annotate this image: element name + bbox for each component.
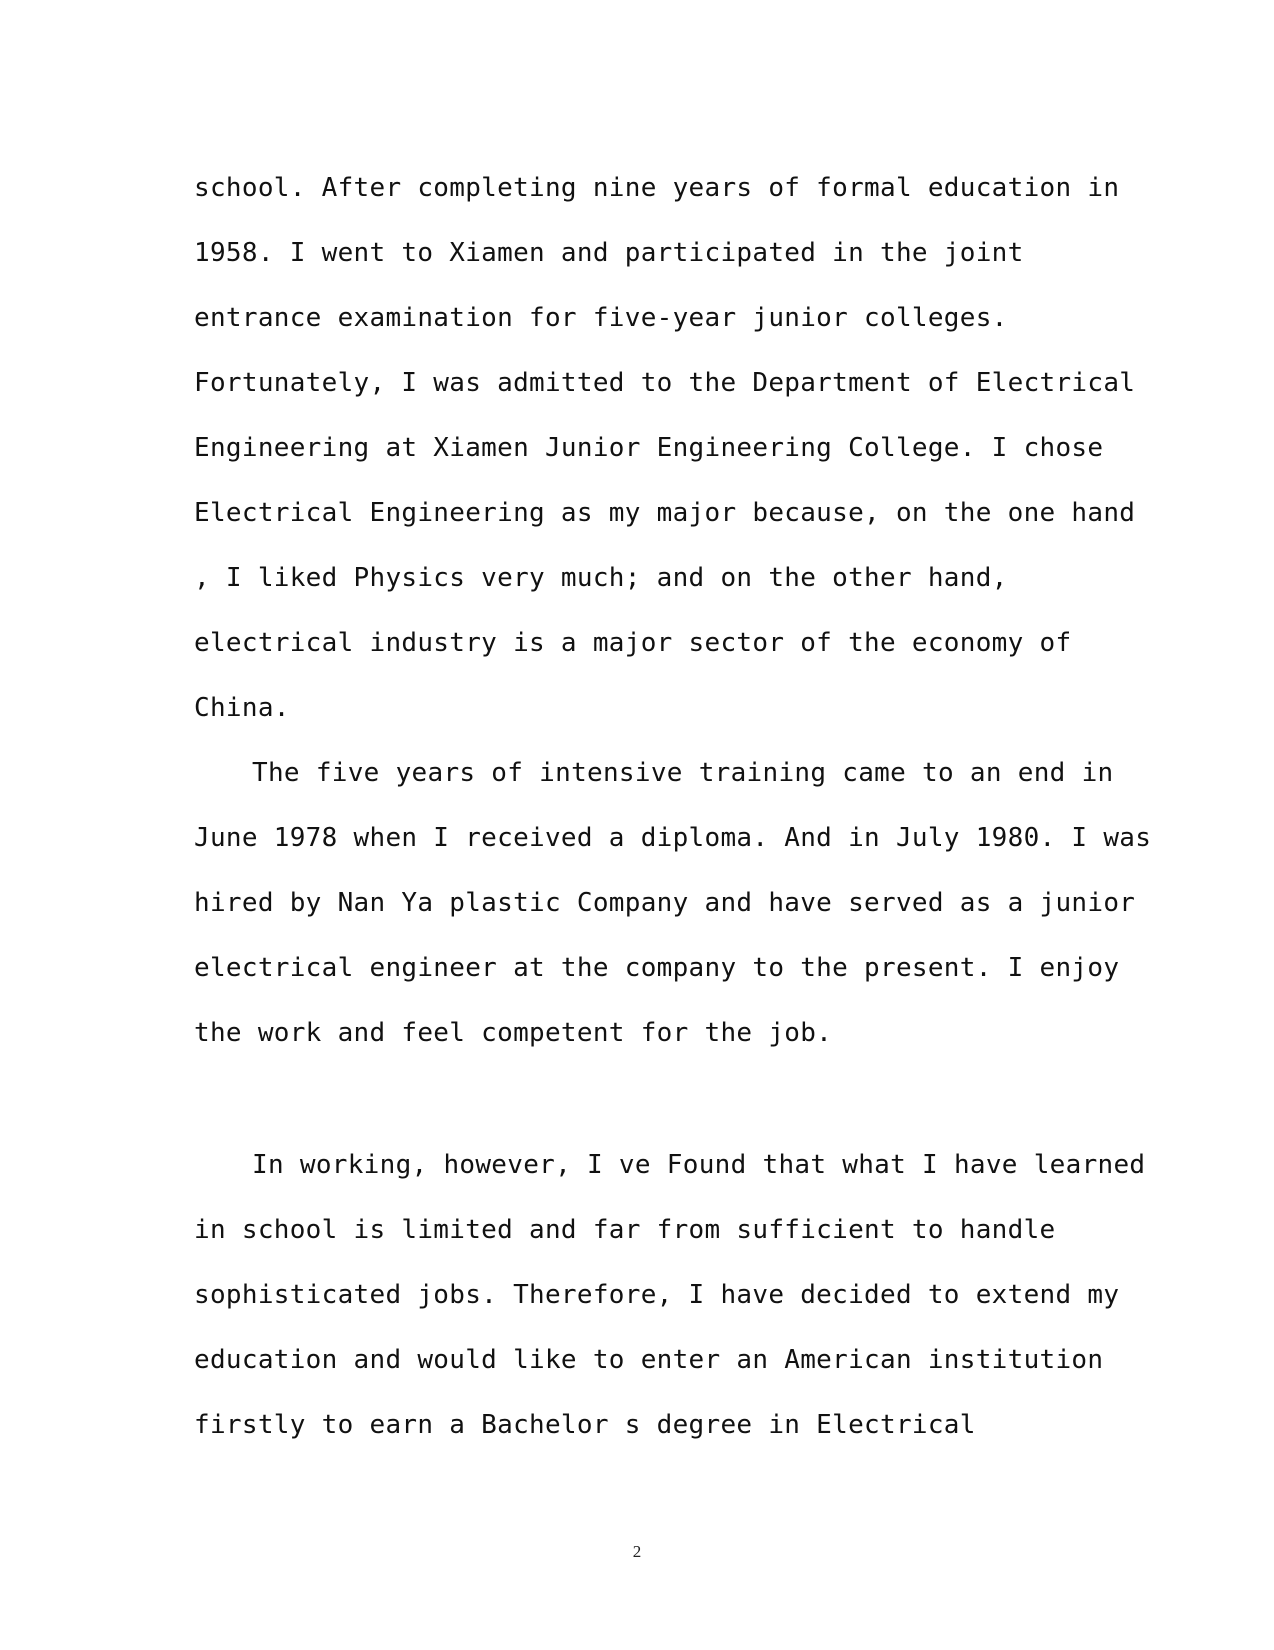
text-line: , I liked Physics very much; and on the other hand, <box>194 563 1008 593</box>
text-line-indented: The five years of intensive training came to an end in <box>252 758 1114 788</box>
text-line: in school is limited and far from sufficient to handle <box>194 1215 1056 1245</box>
text-line: the work and feel competent for the job. <box>194 1018 833 1048</box>
text-line: Engineering at Xiamen Junior Engineering College. I chose <box>194 433 1104 463</box>
text-block-lower <box>194 1133 1146 1458</box>
text-line: Fortunately, I was admitted to the Department of Electrical <box>194 368 1136 398</box>
text-line: 1958. I went to Xiamen and participated in the joint <box>194 238 1024 268</box>
text-line: June 1978 when I received a diploma. And in July 1980. I was <box>194 823 1152 853</box>
text-line: education and would like to enter an American institution <box>194 1345 1104 1375</box>
text-line-indented: In working, however, I ve Found that what I have learned <box>252 1150 1146 1180</box>
text-line: electrical industry is a major sector of the economy of <box>194 628 1072 658</box>
text-line: electrical engineer at the company to the present. I enjoy <box>194 953 1120 983</box>
page-number: 2 <box>632 1542 642 1561</box>
text-line: Electrical Engineering as my major because, on the one hand <box>194 498 1136 528</box>
text-line: entrance examination for five-year junior colleges. <box>194 303 1008 333</box>
text-line: China. <box>194 693 290 723</box>
text-line: firstly to earn a Bachelor s degree in Electrical <box>194 1410 976 1440</box>
text-block-upper <box>194 156 1152 1066</box>
text-line: hired by Nan Ya plastic Company and have served as a junior <box>194 888 1136 918</box>
text-line: sophisticated jobs. Therefore, I have decided to extend my <box>194 1280 1120 1310</box>
text-line: school. After completing nine years of formal education in <box>194 173 1120 203</box>
